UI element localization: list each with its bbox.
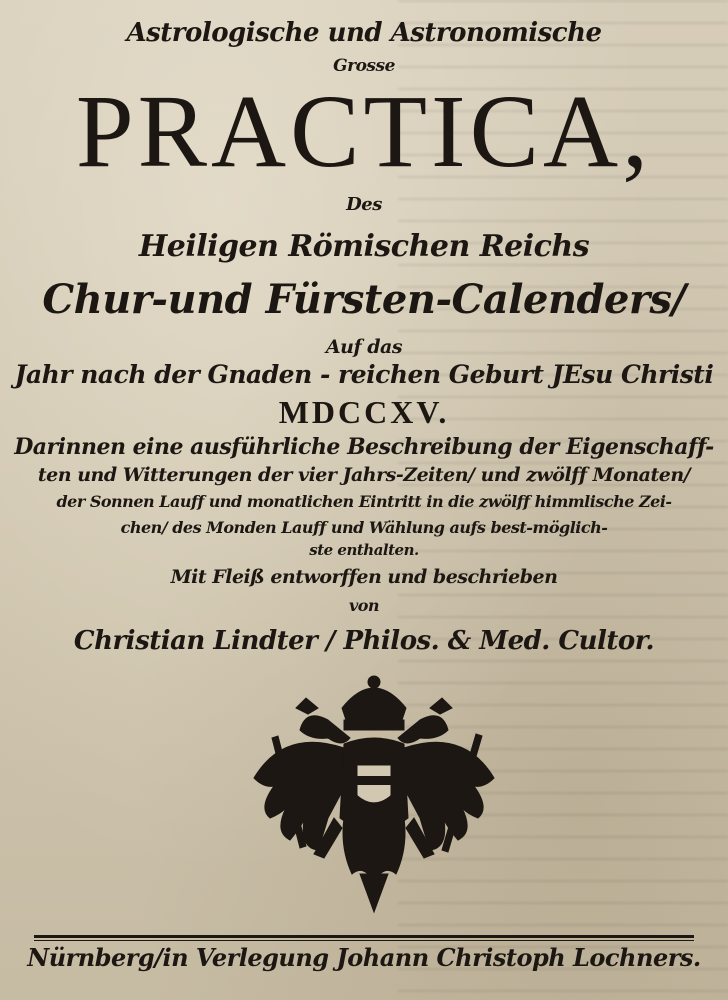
year-roman: MDCCXV. [278, 394, 450, 430]
imprint-rule [34, 935, 694, 938]
author-line: Christian Lindter / Philos. & Med. Cultor. [73, 626, 655, 656]
title-line-2: Grosse [333, 56, 395, 76]
description-line-4: chen/ des Monden Lauff und Wählung aufs best-möglich- [120, 518, 608, 537]
description-line-5: ste enthalten. [309, 541, 419, 559]
line-heiligen: Heiligen Römischen Reichs [138, 229, 590, 264]
double-headed-eagle-icon [244, 668, 504, 918]
line-auf: Auf das [325, 336, 403, 358]
title-line-1: Astrologische und Astronomische [126, 18, 602, 48]
line-mit: Mit Fleiß entworffen und beschrieben [170, 566, 558, 588]
line-von: von [348, 596, 380, 615]
imprint-rule-thin [34, 940, 694, 941]
line-jahr: Jahr nach der Gnaden - reichen Geburt JEsu Christi [14, 360, 714, 389]
description-line-3: der Sonnen Lauff und monatlichen Eintritt in die zwölff himmlische Zei- [56, 492, 672, 511]
line-des: Des [346, 194, 382, 215]
description-line-2: ten und Witterungen der vier Jahrs-Zeiten/ und zwölff Monaten/ [37, 464, 691, 486]
main-title: PRACTICA, [75, 74, 653, 189]
imprint-line: Nürnberg/in Verlegung Johann Christoph Lochners. [27, 943, 701, 972]
description-line-1: Darinnen eine ausführliche Beschreibung der Eigenschaff- [14, 434, 714, 460]
line-chur: Chur-und Fürsten-Calenders/ [42, 276, 686, 323]
